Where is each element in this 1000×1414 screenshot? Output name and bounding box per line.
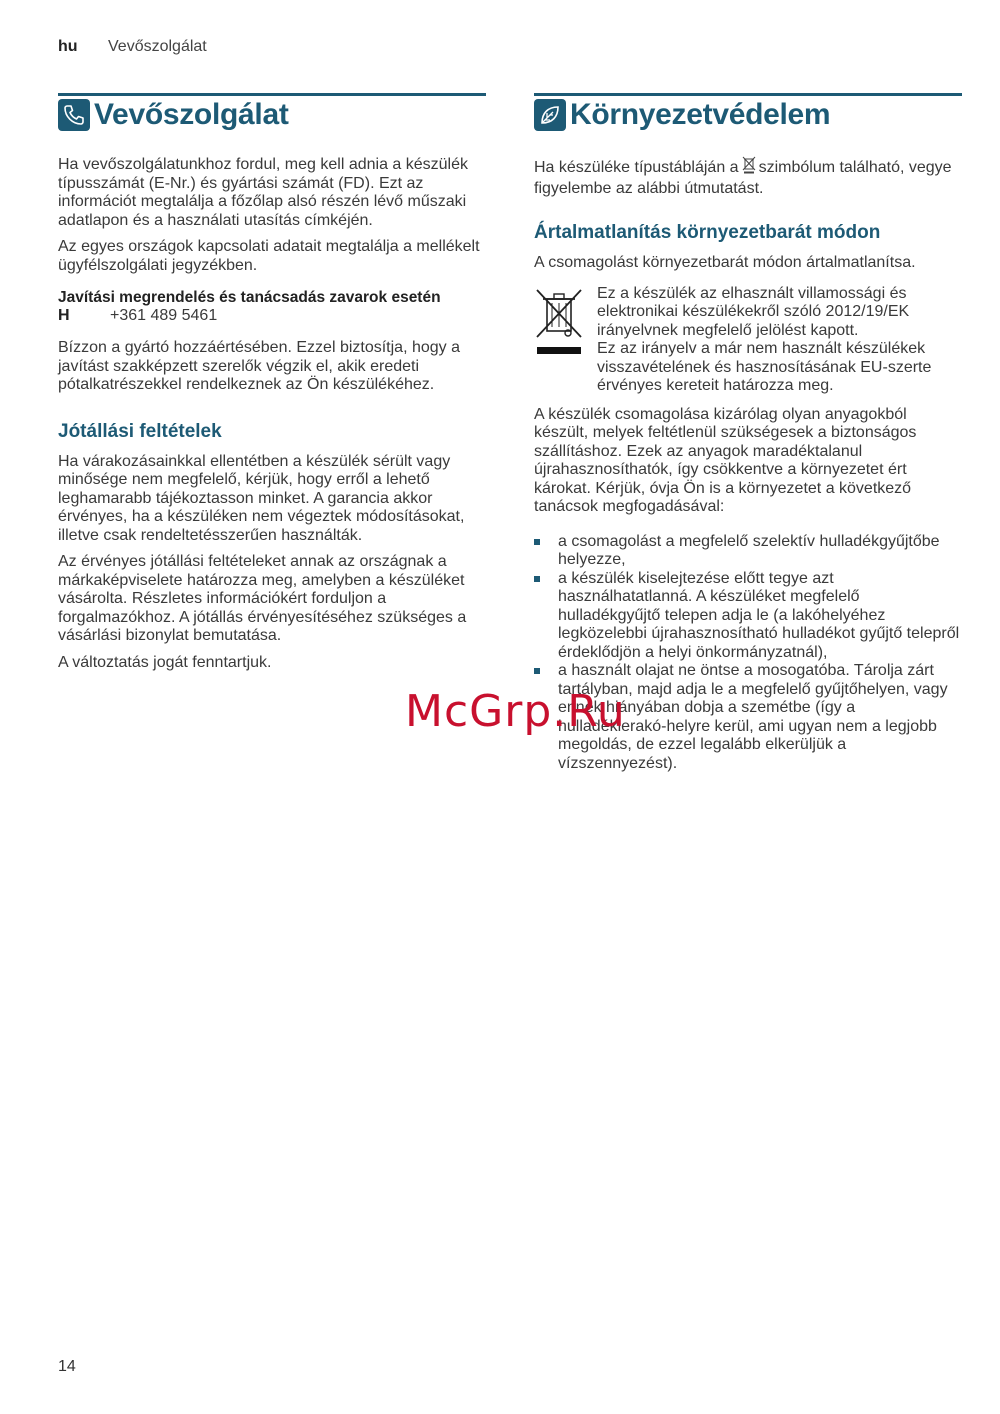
running-header [58,38,207,56]
crossed-bin-inline-icon [742,156,756,180]
phone-icon [58,99,90,131]
weee-directive-paragraph: Ez a készülék az elhasznált villamossági és elektronikai készülékekről szóló 2012/19/EK irányelvnek megfelelő jelölést kapott. [597,284,910,339]
service-phone-row [58,307,486,325]
trust-paragraph: Bízzon a gyártó hozzáértésében. Ezzel biztosítja, hogy a javítást szakképzett szerelők végzik el, akik eredeti pótalkatrészekkel rendelkeznek az Ön készülékéhez. [58,339,461,393]
disposal-paragraph: A csomagolást környezetbarát módon ártalmatlanítsa. [534,254,916,271]
service-intro-paragraph: Ha vevőszolgálatunkhoz fordul, meg kell adnia a készülék típusszámát (E-Nr.) és gyártási számát (FD). Ezt az információt megtalálja a főzőlap alsó részén lévő műszaki adatlapon és a használati utasítás címkéjén. [58,156,469,229]
repair-order-heading: Javítási megrendelés és tanácsadás zavarok esetén [58,289,441,306]
customer-service-column [58,93,486,680]
intro-text-after: szimbólum található, vegye figyelembe az alábbi útmutatást. [534,159,952,197]
packaging-paragraph: A készülék csomagolása kizárólag olyan anyagokból készült, melyek feltétlenül szükségesek a biztonságos szállításhoz. Ezek az anyagok maradéktalanul újrahasznosíthatók, így csökkentve a környezetet ért károkat. Kérjük, óvja Ön is a környezetet a következő tanácsok megfogadásával: [534,405,917,515]
header-section-title: Vevőszolgálat [108,38,207,55]
crossed-wheelie-bin-icon [534,285,584,396]
list-item: a készülék kiselejtezése előtt tegye azt használhatatlanná. A készüléket megfelelő hulladékgyűjtő telepen adja le (a lakóhelyéhez legközelebbi újrahasznosítható hulladékot gyűjtő telepről érdeklődjön a helyi önkormányzatnál), [534,570,962,663]
environment-title-bar [534,93,962,132]
customer-service-title-bar [58,93,486,132]
weee-notice [534,285,962,396]
environment-intro-paragraph [534,156,962,198]
warranty-paragraph-3: A változtatás jogát fenntartjuk. [58,653,272,671]
service-phone-number: +361 489 5461 [110,307,218,324]
bullet-square-icon [534,668,540,674]
country-code: H [58,307,70,324]
list-item: a csomagolást a megfelelő szelektív hulladékgyűjtőbe helyezze, [534,533,962,570]
watermark: McGrp.Ru [405,686,626,737]
weee-framework-paragraph: Ez az irányelv a már nem használt készülékek visszavételének és hasznosításának EU-szerte érvényes kereteit határozza meg. [597,340,932,394]
environment-column [534,93,962,773]
warranty-heading: Jótállási feltételek [58,420,222,442]
customer-service-title: Vevőszolgálat [94,98,289,131]
page-number: 14 [58,1358,76,1375]
warranty-paragraph-1: Ha várakozásainkkal ellentétben a készülék sérült vagy minősége nem megfelelő, kérjük, hogy erről a lehető leghamarabb tájékoztasson minket. A garancia akkor érvényes, ha a készüléken nem végeztek módosításokat, illetve csak rendeltetésszerűen használták. [58,452,465,544]
weee-text-block [597,285,962,396]
leaf-icon [534,99,566,131]
disposal-heading: Ártalmatlanítás környezetbarát módon [534,222,881,243]
country-contacts-paragraph: Az egyes országok kapcsolati adatait megtalálja a mellékelt ügyfélszolgálati jegyzékben. [58,238,480,274]
intro-text-before: Ha készüléke típustábláján a [534,159,739,176]
bullet-square-icon [534,539,540,545]
list-item: a használt olajat ne öntse a mosogatóba. Tárolja zárt tartályban, majd adja le a megfelelő gyűjtőhelyen, vagy ennek hiányában dobja a szemétbe (így a hulladéklerakó-helyre kerül, ami ugyan nem a legjobb megoldás, de ezzel legalább elkerüljük a vízszennyezést). [534,662,962,773]
environment-title: Környezetvédelem [570,98,831,131]
warranty-paragraph-2: Az érvényes jótállási feltételeket annak az országnak a márkaképviselete határozza meg, amelyben a készüléket vásárolta. Részletes információkért forduljon a forgalmazókhoz. A jótállás érvényesítéséhez szükséges a vásárlási bizonylat bemutatása. [58,553,467,644]
bullet-square-icon [534,576,540,582]
language-code: hu [58,38,78,55]
